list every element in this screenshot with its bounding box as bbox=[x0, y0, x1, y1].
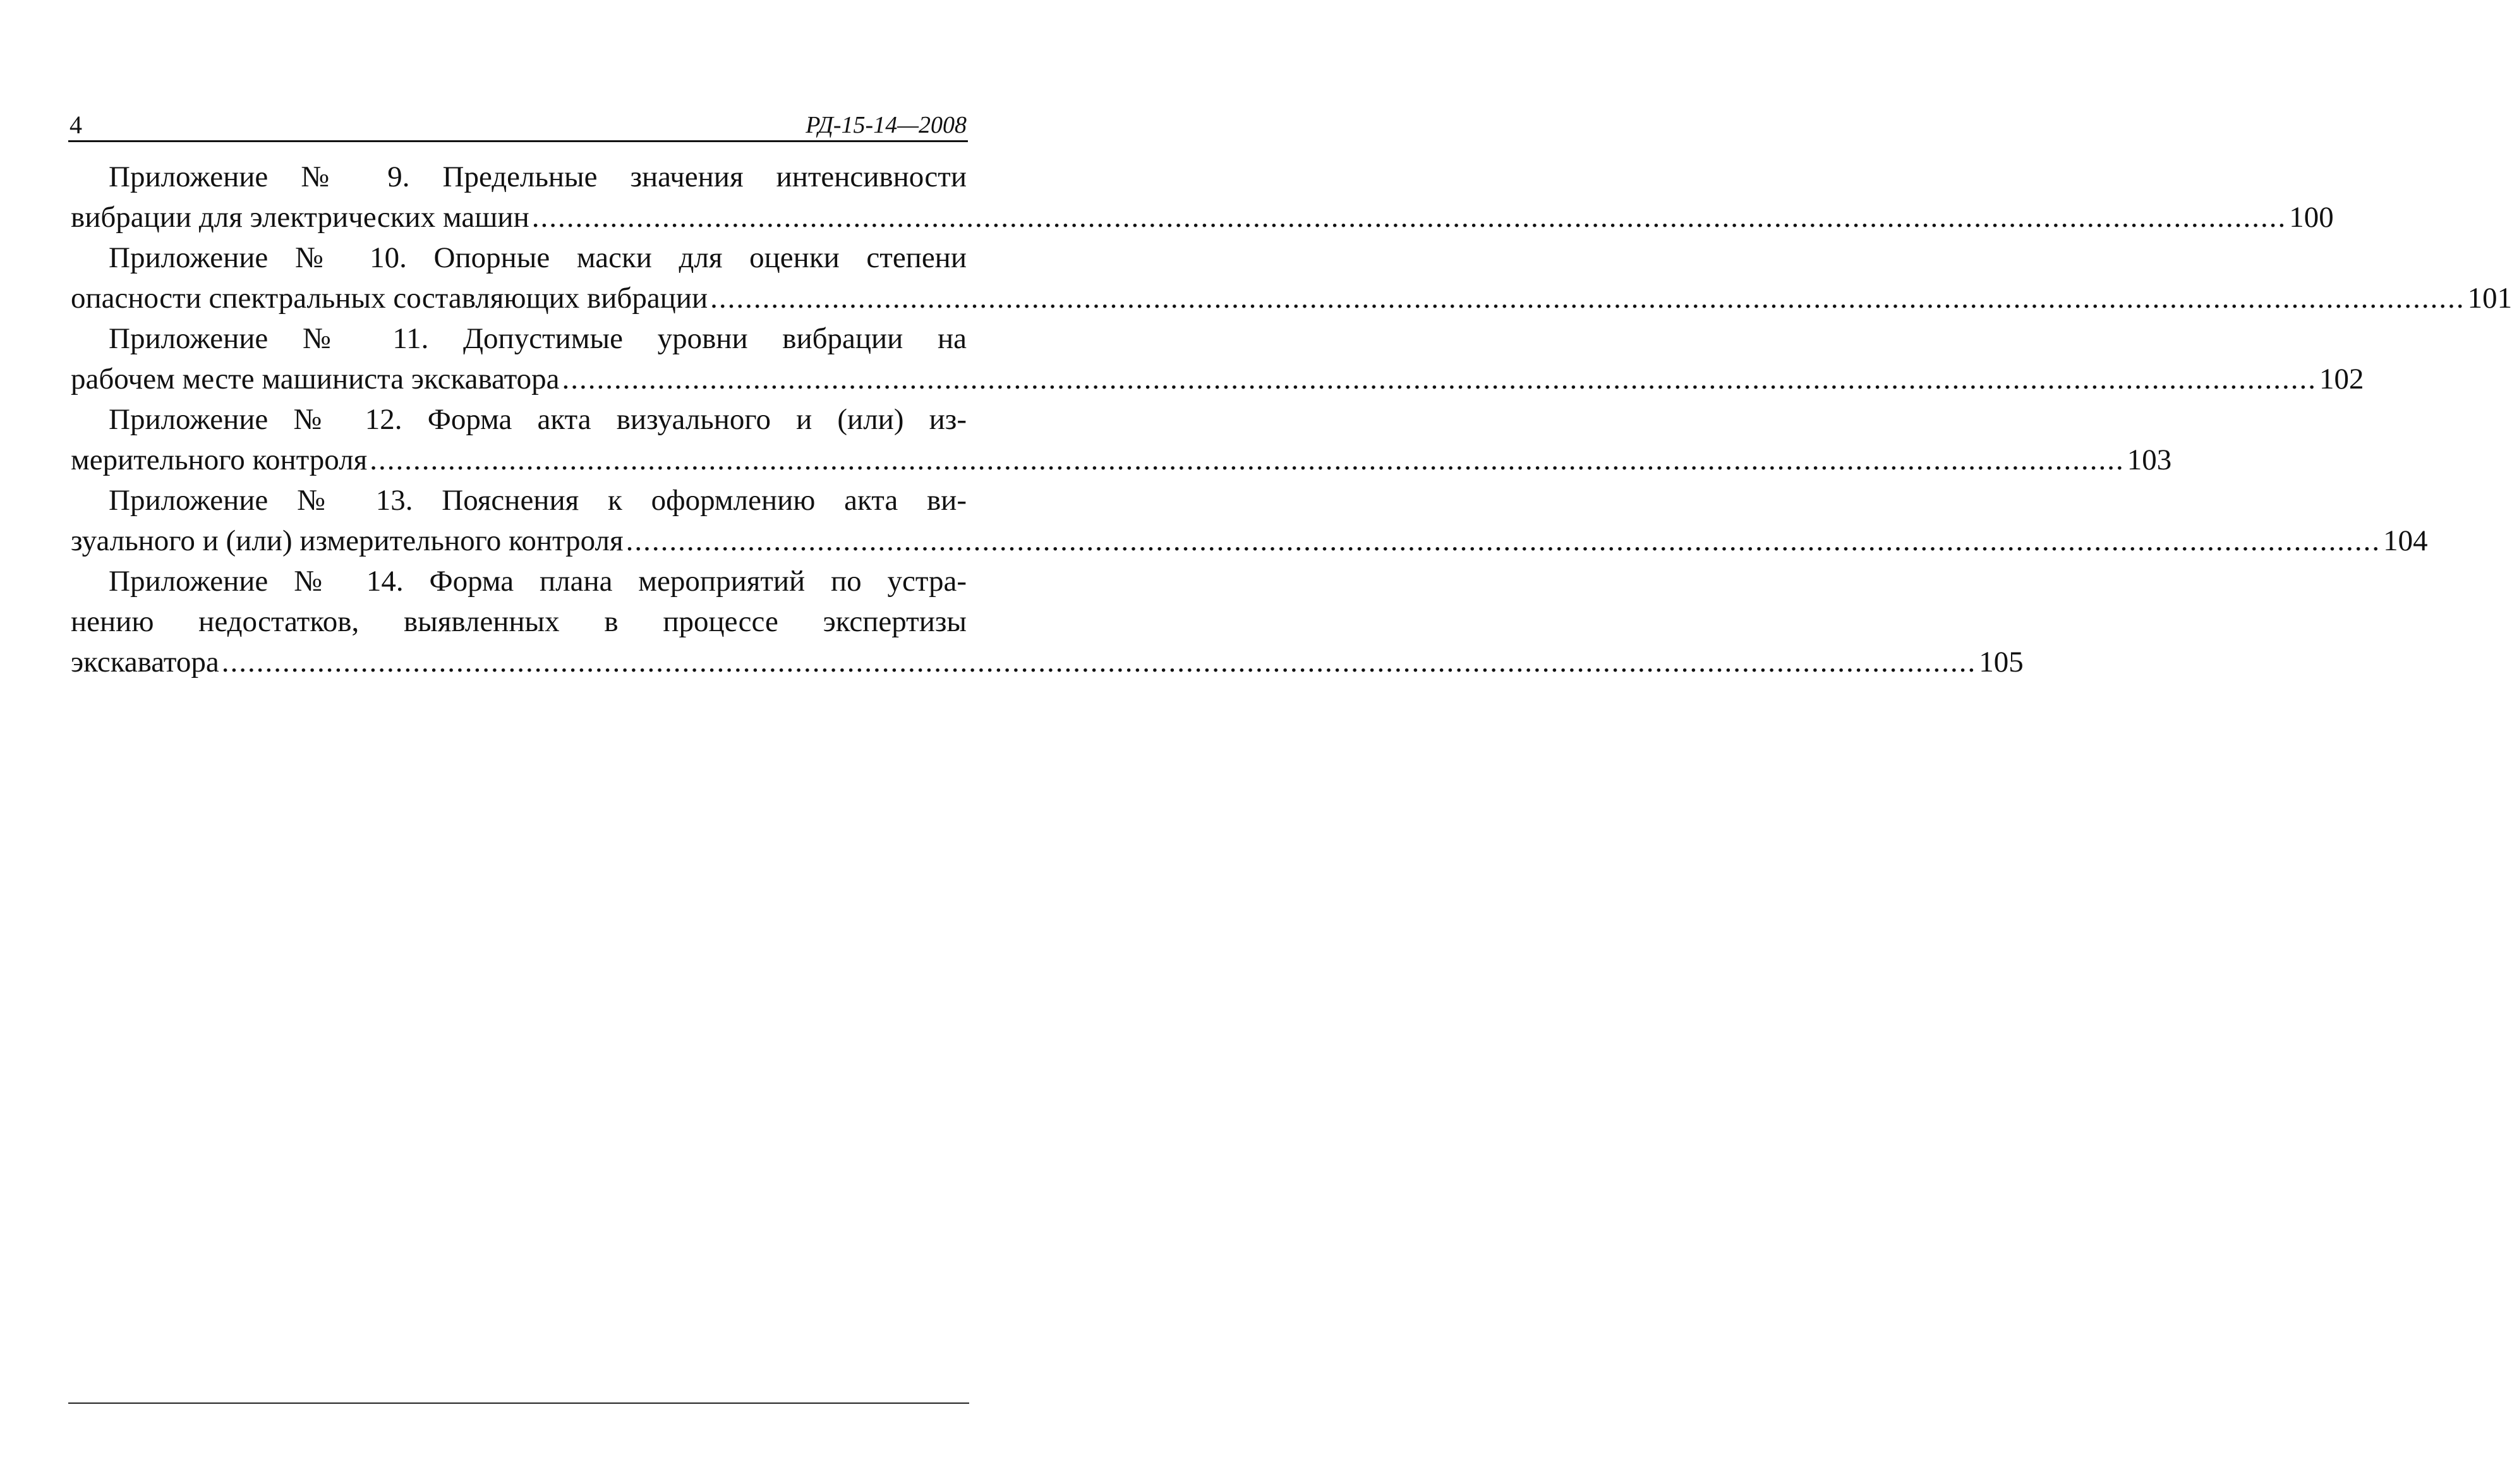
header-divider bbox=[68, 140, 968, 142]
toc-entry-title: вибрации для электрических машин bbox=[71, 201, 529, 234]
toc-entry-line bbox=[71, 521, 2428, 561]
toc-page-number: 101 bbox=[2467, 282, 2512, 315]
toc-entry-line bbox=[71, 399, 967, 440]
dot-leader: .......................................................................................................................................................................................................... bbox=[710, 282, 2465, 315]
toc-page-number: 105 bbox=[1979, 646, 2024, 679]
toc-entry-line bbox=[71, 642, 2024, 682]
toc-entry-appendix-10 bbox=[71, 238, 2512, 318]
toc-entry-title: мерительного контроля bbox=[71, 443, 368, 476]
toc-entry-title: опасности спектральных составляющих вибрации bbox=[71, 282, 708, 315]
toc-entry-title: зуального и (или) измерительного контроля bbox=[71, 524, 624, 557]
toc-entry-appendix-9 bbox=[71, 157, 2334, 238]
toc-entry-line bbox=[71, 601, 967, 642]
footer-divider bbox=[68, 1403, 969, 1404]
toc-entry-title: экскаватора bbox=[71, 646, 219, 679]
dot-leader: .......................................................................................................................................................................................................... bbox=[625, 524, 2381, 557]
toc-entry-line bbox=[71, 480, 967, 521]
toc-entry-appendix-14 bbox=[71, 561, 2024, 682]
toc-entry-title: Приложение № 9. Предельные значения интенсивности bbox=[109, 160, 967, 193]
toc-entry-line bbox=[71, 157, 967, 197]
toc-page-number: 100 bbox=[2289, 201, 2334, 234]
toc-entry-appendix-12 bbox=[71, 399, 2172, 480]
toc-entry-title: нению недостатков, выявленных в процессе экспертизы bbox=[71, 605, 967, 638]
toc-entry-line bbox=[71, 278, 2512, 318]
toc-entry-line bbox=[71, 561, 967, 601]
toc-entry-line bbox=[71, 359, 2364, 399]
dot-leader: .......................................................................................................................................................................................................... bbox=[370, 443, 2125, 476]
toc-entry-appendix-13 bbox=[71, 480, 2428, 561]
page-number: 4 bbox=[69, 111, 82, 139]
dot-leader: .......................................................................................................................................................................................................... bbox=[221, 646, 1977, 679]
toc-page-number: 104 bbox=[2383, 524, 2428, 557]
toc-entry-line bbox=[71, 197, 2334, 238]
table-of-contents bbox=[71, 157, 2512, 682]
toc-entry-title: Приложение № 10. Опорные маски для оценки степени bbox=[109, 241, 967, 274]
dot-leader: .......................................................................................................................................................................................................... bbox=[531, 201, 2287, 234]
toc-entry-line bbox=[71, 318, 967, 359]
document-code: РД-15-14—2008 bbox=[806, 112, 967, 138]
toc-entry-title: Приложение № 13. Пояснения к оформлению акта ви- bbox=[109, 484, 967, 517]
toc-entry-title: Приложение № 11. Допустимые уровни вибрации на bbox=[109, 322, 967, 355]
toc-entry-line bbox=[71, 238, 967, 278]
toc-entry-title: Приложение № 14. Форма плана мероприятий по устра- bbox=[109, 565, 967, 598]
page-header bbox=[69, 106, 967, 144]
toc-page-number: 103 bbox=[2127, 443, 2172, 476]
toc-page-number: 102 bbox=[2319, 363, 2364, 395]
toc-entry-title: Приложение № 12. Форма акта визуального и (или) из- bbox=[109, 403, 967, 436]
toc-entry-line bbox=[71, 440, 2172, 480]
toc-entry-title: рабочем месте машиниста экскаватора bbox=[71, 363, 560, 395]
dot-leader: .......................................................................................................................................................................................................... bbox=[562, 363, 2317, 395]
toc-entry-appendix-11 bbox=[71, 318, 2364, 399]
